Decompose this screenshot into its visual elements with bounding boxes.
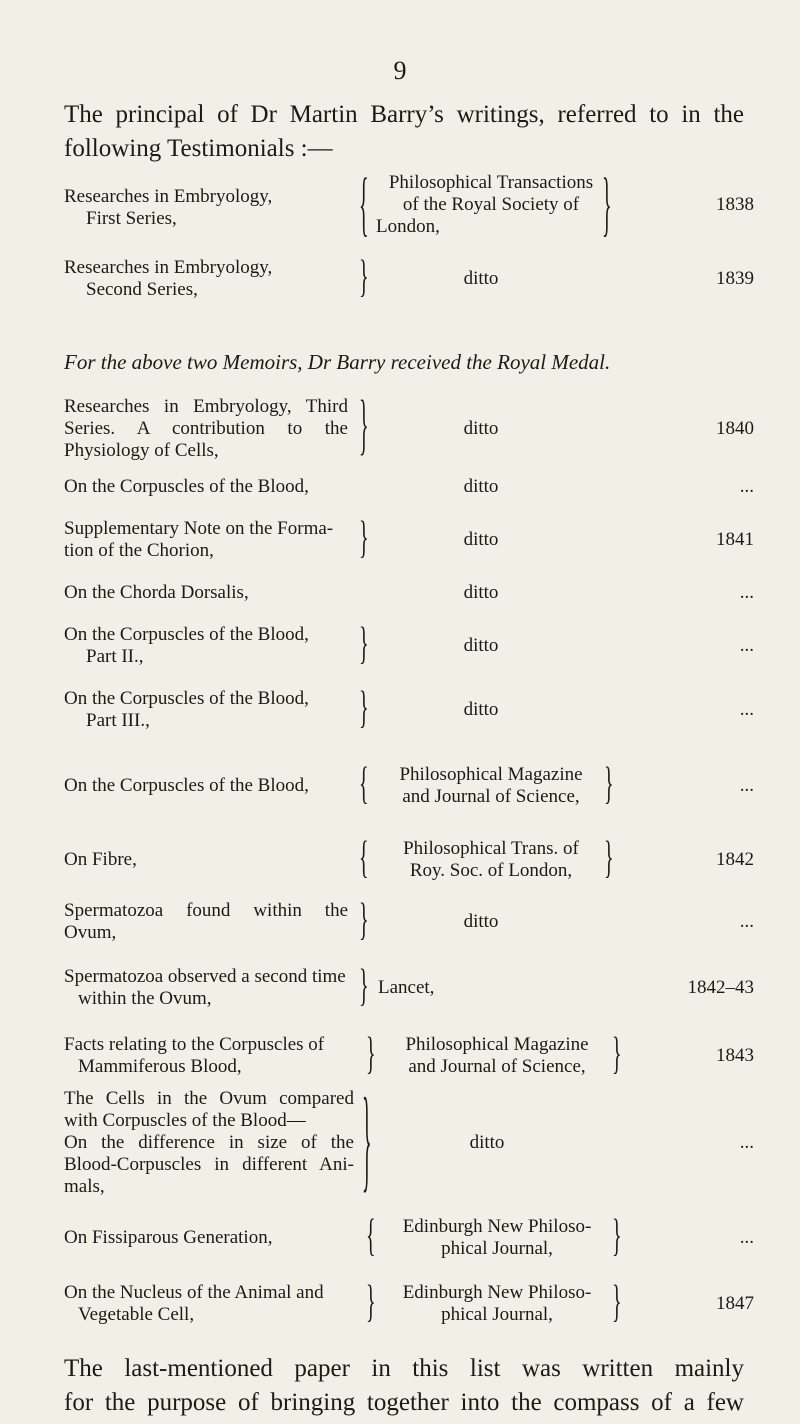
right-brace: } <box>604 758 614 810</box>
publication: ditto <box>463 582 499 603</box>
testimonial-entry <box>64 166 754 246</box>
paper-title: On the Corpuscles of the Blood, Part II., <box>64 624 309 667</box>
paper-title: On the Corpuscles of the Blood, Part III., <box>64 688 309 731</box>
intro-paragraph: The principal of Dr Martin Barry’s writings, referred to in the following Testimonials :— <box>64 101 744 162</box>
paper-title: On the Corpuscles of the Blood, <box>64 775 309 796</box>
page-number: 9 <box>393 56 407 85</box>
publication: Philosophical Transactions of the Royal Society of London, <box>376 172 594 237</box>
testimonial-entry <box>64 1210 754 1276</box>
year: 1842–43 <box>687 977 754 998</box>
publication: Lancet, <box>378 977 435 998</box>
left-brace: { <box>359 758 369 810</box>
year: ... <box>739 699 754 720</box>
brace: } <box>359 682 369 734</box>
left-brace: { <box>366 1210 376 1262</box>
publication: ditto <box>463 268 499 289</box>
left-brace: { <box>359 166 369 246</box>
year: 1842 <box>716 849 754 870</box>
paper-title: Researches in Embryology, Second Series, <box>64 257 273 300</box>
closing-paragraph: The last-mentioned paper in this list was written mainly for the purpose of bringing together into the compass of a few <box>64 1355 744 1416</box>
right-brace: } <box>604 832 614 884</box>
brace: } <box>359 894 369 946</box>
brace: } <box>359 388 369 464</box>
paper-title: On Fibre, <box>64 849 137 870</box>
testimonial-entry <box>64 618 754 684</box>
publication: Edinburgh New Philoso- phical Journal, <box>402 1216 592 1259</box>
paper-title: On the Corpuscles of the Blood, <box>64 476 309 497</box>
year: ... <box>739 582 754 603</box>
testimonial-entry <box>64 251 754 317</box>
paper-title: Supplementary Note on the Forma- tion of the Chorion, <box>64 518 334 561</box>
left-brace: } <box>366 1276 376 1328</box>
medal-note: For the above two Memoirs, Dr Barry received the Royal Medal. <box>64 350 611 374</box>
paper-title: On the Chorda Dorsalis, <box>64 582 249 603</box>
right-brace: } <box>612 1276 622 1328</box>
paper-title: Spermatozoa observed a second time within the Ovum, <box>64 966 346 1009</box>
right-brace: } <box>612 1028 622 1080</box>
paper-title: The Cells in the Ovum compared with Corpuscles of the Blood— On the difference in size of the Blood-Corpuscles in different Ani- mals, <box>64 1088 354 1197</box>
testimonial-entry <box>64 1028 754 1094</box>
right-brace: } <box>612 1210 622 1262</box>
year: ... <box>739 635 754 656</box>
publication: Philosophical Magazine and Journal of Science, <box>405 1034 589 1077</box>
year: 1838 <box>716 194 754 215</box>
paper-title: Researches in Embryology, Third Series. A contribution to the Physiology of Cells, <box>64 396 348 461</box>
publication: ditto <box>469 1132 505 1153</box>
publication: ditto <box>463 699 499 720</box>
right-brace: } <box>602 166 612 246</box>
testimonial-entry <box>64 894 754 960</box>
publication: ditto <box>463 911 499 932</box>
year: 1847 <box>716 1293 754 1314</box>
testimonial-entry <box>64 832 754 898</box>
publication: ditto <box>463 418 499 439</box>
publication: ditto <box>463 529 499 550</box>
publication: Philosophical Trans. of Roy. Soc. of London, <box>403 838 579 881</box>
year: ... <box>739 1132 754 1153</box>
year: ... <box>739 1227 754 1248</box>
paper-title: Researches in Embryology, First Series, <box>64 186 273 229</box>
brace: } <box>359 618 369 670</box>
paper-title: On the Nucleus of the Animal and Vegetable Cell, <box>64 1282 324 1325</box>
testimonial-entry <box>64 682 754 748</box>
testimonial-entry <box>64 512 754 578</box>
year: ... <box>739 911 754 932</box>
paper-title: On Fissiparous Generation, <box>64 1227 273 1248</box>
year: 1840 <box>716 418 754 439</box>
paper-title: Facts relating to the Corpuscles of Mammiferous Blood, <box>64 1034 325 1077</box>
year: ... <box>739 775 754 796</box>
publication: Edinburgh New Philoso- phical Journal, <box>402 1282 592 1325</box>
publication: Philosophical Magazine and Journal of Science, <box>399 764 583 807</box>
brace: } <box>359 960 369 1012</box>
testimonial-entry <box>64 960 754 1026</box>
brace: } <box>359 512 369 564</box>
left-brace: } <box>366 1028 376 1080</box>
testimonial-entry <box>64 1276 754 1342</box>
paper-title: Spermatozoa found within the Ovum, <box>64 900 348 943</box>
testimonial-entry <box>64 1078 754 1206</box>
publication: ditto <box>463 635 499 656</box>
brace: } <box>362 1078 372 1206</box>
testimonial-entry <box>64 758 754 824</box>
left-brace: { <box>359 832 369 884</box>
year: 1841 <box>716 529 754 550</box>
year: 1843 <box>716 1045 754 1066</box>
year: 1839 <box>716 268 754 289</box>
publication: ditto <box>463 476 499 497</box>
testimonial-entry <box>64 388 754 464</box>
year: ... <box>739 476 754 497</box>
brace: } <box>359 251 369 303</box>
